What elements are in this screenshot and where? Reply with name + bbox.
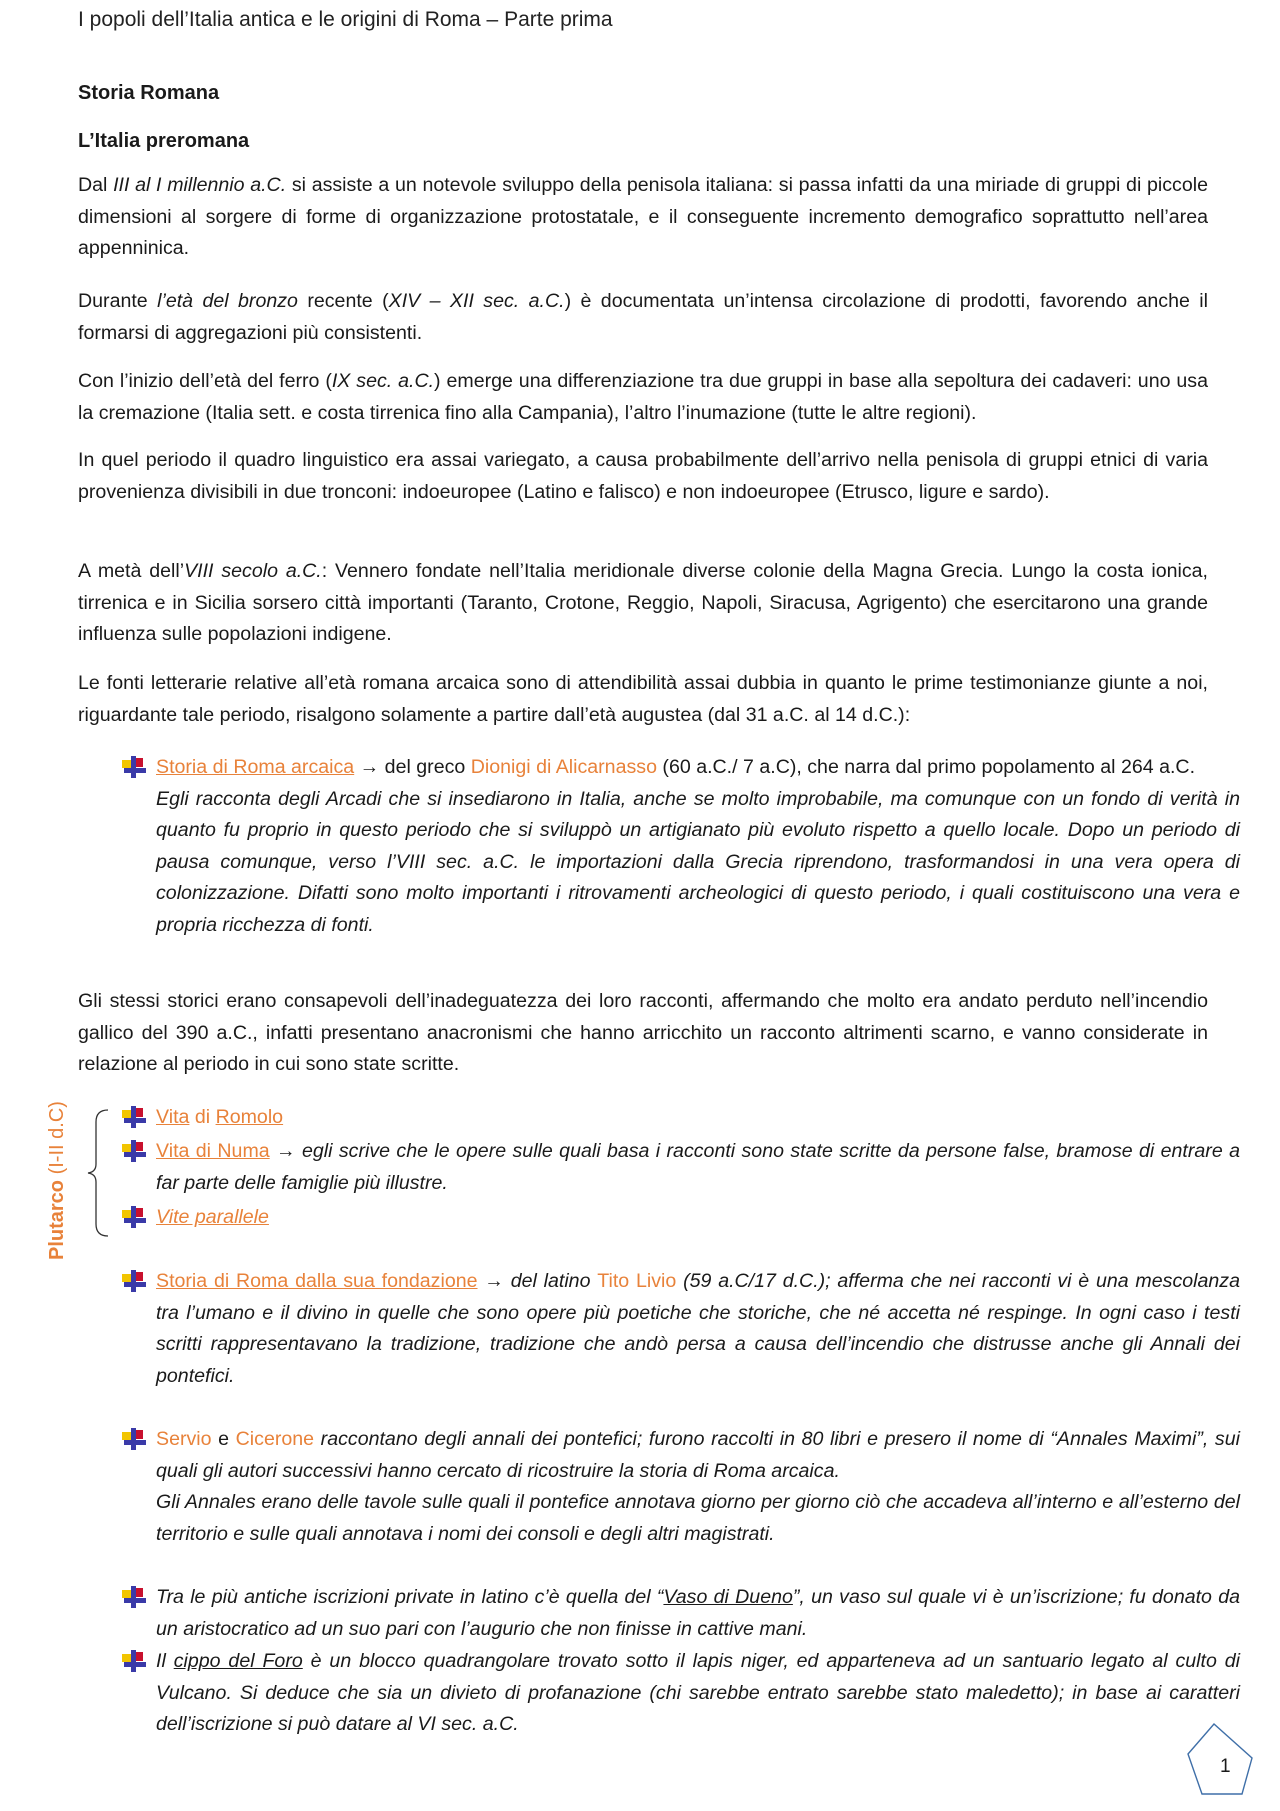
page-number: 1 <box>1220 1756 1231 1777</box>
bullet-marker-icon <box>120 1268 146 1294</box>
list-item-vita-romolo: Vita di Romolo <box>120 1102 1240 1134</box>
brace-icon <box>80 1108 120 1238</box>
bullet-marker-icon <box>120 1104 146 1130</box>
paragraph-magna-grecia: A metà dell’VIII secolo a.C.: Vennero fondate nell’Italia meridionale diverse colonie della Magna Grecia. Lungo la costa ionica, tirrenica e in Sicilia sorsero città importanti (Taranto, Crotone, Reggio, Napoli, Siracusa, Agrigento) che esercitarono una grande influenza sulle popolazioni indigene. <box>78 560 1208 645</box>
list-item-cippo-foro: Il cippo del Foro è un blocco quadrangolare trovato sotto il lapis niger, ed apparteneva ad un santuario legato al culto di Vulcano. Si deduce che sia un divieto di profanazione (chi sarebbe entrato sarebbe stato maledetto); in base ai caratteri dell’iscrizione si può datare al VI sec. a.C. <box>120 1646 1240 1741</box>
paragraph-linguistic: In quel periodo il quadro linguistico era assai variegato, a causa probabilmente dell’arrivo nella penisola di gruppi etnici di varia provenienza divisibili in due tronconi: indoeuropee (Latino e falisco) e non indoeuropee (Etrusco, ligure e sardo). <box>78 449 1208 503</box>
work-vita-di-numa[interactable]: Vita di Numa <box>156 1140 270 1162</box>
paragraph-iron-age: Con l’inizio dell’età del ferro (IX sec. a.C.) emerge una differenziazione tra due gruppi in base alla sepoltura dei cadaveri: uno usa la cremazione (Italia sett. e costa tirrenica fino alla Campania), l’altro l’inumazione (tutte le altre regioni). <box>78 370 1208 424</box>
bullet-marker-icon <box>120 1648 146 1674</box>
side-label-plutarco: Plutarco (I-II d.C) <box>46 1101 68 1260</box>
list-item-vita-numa: Vita di Numa → egli scrive che le opere sulle quali basa i racconti sono state scritte da persone false, bramose di entrare a far parte delle famiglie più illustre. <box>120 1136 1240 1199</box>
work-storia-di-roma-dalla-sua-fondazione[interactable]: Storia di Roma dalla sua fondazione <box>156 1270 478 1292</box>
work-storia-di-roma-arcaica[interactable]: Storia di Roma arcaica <box>156 756 355 778</box>
paragraph-millennium: Dal III al I millennio a.C. si assiste a un notevole sviluppo della penisola italiana: si passa infatti da una miriade di gruppi di piccole dimensioni al sorgere di forme di organizzazione protostatale, e il conseguente incremento demografico soprattutto nell’area appenninica. <box>78 174 1208 259</box>
bullet-marker-icon <box>120 1138 146 1164</box>
bullet-marker-icon <box>120 754 146 780</box>
work-vite-parallele[interactable]: Vite parallele <box>156 1206 269 1228</box>
list-item-tito-livio: Storia di Roma dalla sua fondazione → del latino Tito Livio (59 a.C/17 d.C.); afferma che nei racconti vi è una mescolanza tra l’umano e il divino in quelle che sono opere più poetiche che storiche, che né accetta né respinge. In ogni caso i testi scritti rappresentavano la tradizione, tradizione che andò persa a causa dell’incendio che distrusse anche gli Annali dei pontefici. <box>120 1266 1240 1392</box>
bullet-marker-icon <box>120 1584 146 1610</box>
list-item-servio-cicerone: Servio e Cicerone raccontano degli annali dei pontefici; furono raccolti in 80 libri e presero il nome di “Annales Maximi”, sui quali gli autori successivi hanno cercato di ricostruire la storia di Roma arcaica. Gli Annales erano delle tavole sulle quali il pontefice annotava giorno per giorno ciò che accadeva all’interno e all’esterno del territorio e sulle quali annotava i nomi dei consoli e degli altri magistrati. <box>120 1424 1240 1550</box>
bullet-marker-icon <box>120 1426 146 1452</box>
list-item-vaso-dueno: Tra le più antiche iscrizioni private in latino c’è quella del “Vaso di Dueno”, un vaso sul quale vi è un’iscrizione; fu donato da un aristocratico ad un suo pari con l’augurio che non finisse in cattive mani. <box>120 1582 1240 1645</box>
bullet-marker-icon <box>120 1204 146 1230</box>
course-title: Storia Romana <box>78 82 220 104</box>
paragraph-bronze-age: Durante l’età del bronzo recente (XIV – XII sec. a.C.) è documentata un’intensa circolazione di prodotti, favorendo anche il formarsi di aggregazioni più consistenti. <box>78 290 1209 344</box>
list-item-dionigi: Storia di Roma arcaica → del greco Dionigi di Alicarnasso (60 a.C./ 7 a.C), che narra dal primo popolamento al 264 a.C. Egli racconta degli Arcadi che si insediarono in Italia, anche se molto improbabile, ma comunque con un fondo di verità in quanto fu proprio in questo periodo che si sviluppò un artigianato più evoluto rispetto a quello locale. Dopo un periodo di pausa comunque, verso l’VIII sec. a.C. le importazioni dalla Grecia riprendono, trasformandosi in una vera opera di colonizzazione. Difatti sono molto importanti i ritrovamenti archeologici di questo periodo, i quali costituiscono una vera e propria ricchezza di fonti. <box>120 752 1240 941</box>
list-item-vite-parallele <box>120 1202 1240 1234</box>
section-title: L’Italia preromana <box>78 130 250 152</box>
note-dionigi: Egli racconta degli Arcadi che si insediarono in Italia, anche se molto improbabile, ma comunque con un fondo di verità in quanto fu proprio in questo periodo che si sviluppò un artigianato più evoluto rispetto a quello locale. Dopo un periodo di pausa comunque, verso l’VIII sec. a.C. le importazioni dalla Grecia riprendono, trasformandosi in una vera opera di colonizzazione. Difatti sono molto importanti i ritrovamenti archeologici di questo periodo, i quali costituiscono una vera e propria ricchezza di fonti. <box>156 787 1240 936</box>
work-romolo[interactable]: Romolo <box>215 1106 284 1128</box>
running-header: I popoli dell’Italia antica e le origini di Roma – Parte prima <box>78 8 613 31</box>
paragraph-sources: Le fonti letterarie relative all’età romana arcaica sono di attendibilità assai dubbia in quanto le prime testimonianze giunte a noi, riguardante tale periodo, risalgono solamente a partire dall’età augustea (dal 31 a.C. al 14 d.C.): <box>78 672 1208 726</box>
work-vita[interactable]: Vita <box>156 1106 190 1128</box>
paragraph-historians: Gli stessi storici erano consapevoli dell’inadeguatezza dei loro racconti, affermando che molto era andato perduto nell’incendio gallico del 390 a.C., infatti presentano anacronismi che hanno arricchito un racconto altrimenti scarno, e vanno considerate in relazione al periodo in cui sono state scritte. <box>78 990 1208 1075</box>
